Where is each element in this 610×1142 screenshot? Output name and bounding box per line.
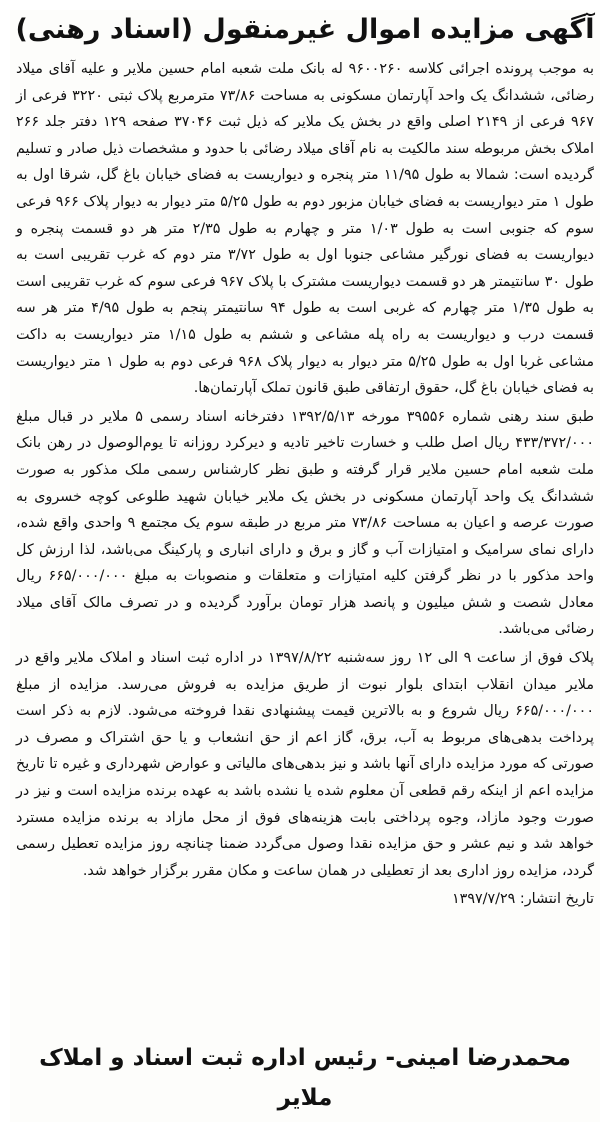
signature: محمدرضا امینی- رئیس اداره ثبت اسناد و املاک ملایر <box>39 1045 571 1111</box>
property-description-paragraph: به موجب پرونده اجرائی کلاسه ۹۶۰۰۲۶۰ له بانک ملت شعبه امام حسین ملایر و علیه آقای میلاد رضائی، ششدانگ یک واحد آپارتمان مسکونی به مساحت ۷۳/۸۶ مترمربع پلاک ثبتی ۳۲۲۰ فرعی از ۹۶۷ فرعی از ۲۱۴۹ اصلی واقع در بخش یک ملایر که ذیل ثبت ۳۷۰۴۶ صفحه ۱۲۹ دفتر جلد ۲۶۶ املاک بخش مربوطه سند مالکیت به نام آقای میلاد رضائی با حدود و مشخصات ذیل صادر و تسلیم گردیده است: شمالا به طول ۱۱/۹۵ متر پنجره و دیواریست به فضای خیابان باغ گل، شرقا اول به طول ۱ متر دیواریست به فضای خیابان مزبور دوم به طول ۵/۲۵ متر دیوار به دیوار پلاک ۹۶۶ فرعی سوم که جنوبی است به طول ۱/۰۳ متر و چهارم به طول ۲/۳۵ متر هر دو قسمت پنجره و دیواریست به فضای نورگیر مشاعی جنوبا اول به طول ۳/۷۲ متر دوم که غرب تقریبی است به طول ۳۰ سانتیمتر هر دو قسمت دیواریست مشترک با پلاک ۹۶۷ فرعی سوم که غرب تقریبی است به طول ۱/۳۵ متر چهارم که غربی است به طول ۹۴ سانتیمتر پنجم به طول ۴/۹۵ متر هر سه قسمت درب و دیواریست به راه پله مشاعی و ششم به طول ۱/۱۵ متر دیواریست به داکت مشاعی غربا اول به طول ۵/۲۵ متر دیوار به دیوار پلاک ۹۶۸ فرعی دوم به طول ۱ متر دیواریست به فضای خیابان باغ گل، حقوق ارتفاقی طبق قانون تملک آپارتمان‌ها. <box>16 61 595 397</box>
notice-body <box>10 56 600 884</box>
auction-terms-paragraph: پلاک فوق از ساعت ۹ الی ۱۲ روز سه‌شنبه ۱۳۹۷/۸/۲۲ در اداره ثبت اسناد و املاک ملایر واقع در ملایر میدان انقلاب ابتدای بلوار نبوت از طریق مزایده به فروش می‌رسد. مزایده از مبلغ ۶۶۵/۰۰۰/۰۰۰ ریال شروع و به بالاترین قیمت پیشنهادی نقدا فروخته می‌شود. لازم به ذکر است پرداخت بدهی‌های مربوط به آب، برق، گاز اعم از حق انشعاب و یا حق اشتراک و مصرف در صورتی که مورد مزایده دارای آنها باشد و نیز بدهی‌های مالیاتی و عوارض شهرداری و غیره تا تاریخ مزایده اعم از اینکه رقم قطعی آن معلوم شده یا نشده باشد به عهده برنده مزایده است و نیز در صورت وجود مازاد، وجوه پرداختی بابت هزینه‌های فوق از محل مازاد به برنده مزایده مسترد خواهد شد و نیم عشر و حق مزایده نقدا وصول می‌گردد ضمنا چنانچه روز مزایده تعطیل رسمی گردد، مزایده روز اداری بعد از تعطیلی در همان ساعت و مکان مقرر برگزار خواهد شد. <box>16 650 595 879</box>
mortgage-valuation-paragraph: طبق سند رهنی شماره ۳۹۵۵۶ مورخه ۱۳۹۲/۵/۱۳ دفترخانه اسناد رسمی ۵ ملایر در قبال مبلغ ۴۳۳/۳۷۲/۰۰۰ ریال اصل طلب و خسارت تاخیر تادیه و دیرکرد روزانه تا یوم‌الوصول در رهن بانک ملت شعبه امام حسین ملایر قرار گرفته و طبق نظر کارشناس رسمی ملک مذکور به صورت ششدانگ یک واحد آپارتمان مسکونی در بخش یک ملایر خیابان شهید طلوعی کوچه خسروی به صورت عرصه و اعیان به مساحت ۷۳/۸۶ متر مربع در طبقه سوم یک مجتمع ۹ واحدی واقع شده، دارای نمای سرامیک و امتیازات آب و گاز و برق و دارای انباری و پارکینگ می‌باشد، لذا ارزش کل واحد مذکور با در نظر گرفتن کلیه امتیازات و متعلقات و منصوبات به مبلغ ۶۶۵/۰۰۰/۰۰۰ ریال معادل شصت و شش میلیون و پانصد هزار تومان برآورد گردیده و در تصرف مالک آقای میلاد رضائی می‌باشد. <box>16 408 595 638</box>
notice-title: آگهی مزایده اموال غیرمنقول (اسناد رهنی) <box>15 14 595 45</box>
publish-date: تاریخ انتشار: ۱۳۹۷/۷/۲۹ <box>451 891 594 908</box>
auction-notice <box>10 10 600 1122</box>
